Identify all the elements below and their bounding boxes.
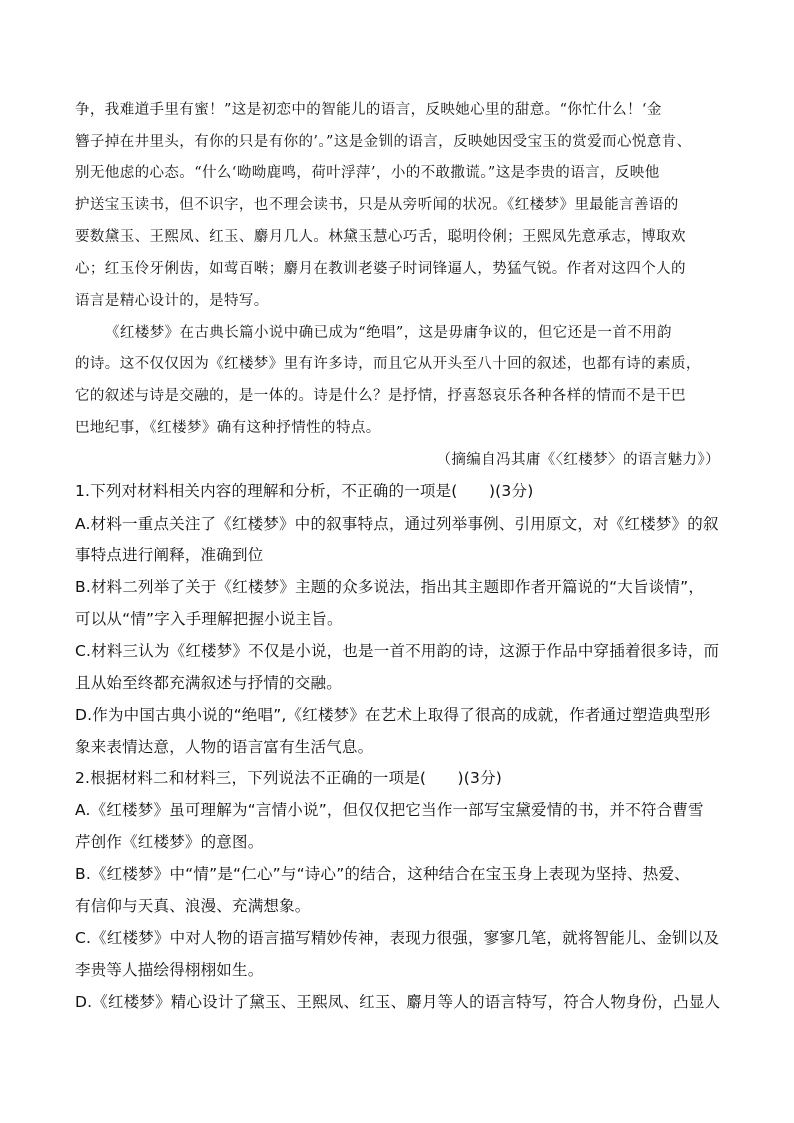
- question-1-stem: 1.下列对材料相关内容的理解和分析，不正确的一项是( )(3分): [75, 482, 534, 500]
- q2-option-c-cont: 李贵等人描绘得栩栩如生。: [75, 961, 264, 979]
- q2-option-a-cont: 芹创作《红楼梦》的意图。: [75, 833, 264, 851]
- q1-option-d-cont: 象来表情达意，人物的语言富有生活气息。: [75, 738, 374, 756]
- passage-line: 它的叙述与诗是交融的，是一体的。诗是什么？是抒情，抒喜怒哀乐各种各样的情而不是干巴: [75, 388, 686, 404]
- passage-line: 心；红玉伶牙俐齿，如莺百啭；麝月在教训老婆子时词锋逼人，势猛气锐。作者对这四个人的: [75, 261, 686, 277]
- passage-line: 的诗。这不仅仅因为《红楼梦》里有许多诗，而且它从开头至八十回的叙述，也都有诗的素质，: [75, 356, 701, 372]
- q1-option-c: C.材料三认为《红楼梦》不仅是小说，也是一首不用韵的诗，这源于作品中穿插着很多诗，而: [75, 642, 720, 660]
- question-2-stem: 2.根据材料二和材料三，下列说法不正确的一项是( )(3分): [75, 769, 503, 787]
- source-attribution: （摘编自冯其庸《〈红楼梦〉的语言魅力》）: [436, 452, 720, 468]
- passage-line: 语言是精心设计的，是特写。: [75, 293, 269, 309]
- q2-option-b-cont: 有信仰与天真、浪漫、充满想象。: [75, 897, 311, 915]
- q1-option-a: A.材料一重点关注了《红楼梦》中的叙事特点，通过列举事例、引用原文，对《红楼梦》的叙: [75, 515, 719, 533]
- passage-line: 护送宝玉读书，但不识字，也不理会读书，只是从旁听闻的状况。《红楼梦》里最能言善语的: [75, 197, 679, 213]
- passage-line: 要数黛玉、王熙凤、红玉、麝月几人。林黛玉慧心巧舌，聪明伶俐；王熙凤先意承志，博取欢: [75, 229, 686, 245]
- q1-option-c-cont: 且从始至终都充满叙述与抒情的交融。: [75, 674, 342, 692]
- q2-option-d: D.《红楼梦》精心设计了黛玉、王熙凤、红玉、麝月等人的语言特写，符合人物身份，凸显人: [75, 993, 721, 1011]
- q1-option-b: B.材料二列举了关于《红楼梦》主题的众多说法，指出其主题即作者开篇说的“大旨谈情”，: [75, 578, 705, 596]
- q2-option-c: C.《红楼梦》中对人物的语言描写精妙传神，表现力很强，寥寥几笔，就将智能儿、金钏以及: [75, 929, 720, 947]
- passage-line: 《红楼梦》在古典长篇小说中确已成为“绝唱”，这是毋庸争议的，但它还是一首不用韵: [105, 325, 672, 341]
- q2-option-a: A.《红楼梦》虽可理解为“言情小说”，但仅仅把它当作一部写宝黛爱情的书，并不符合曹雪: [75, 801, 704, 819]
- q1-option-d: D.作为中国古典小说的“绝唱”,《红楼梦》在艺术上取得了很高的成就，作者通过塑造典型形: [75, 706, 711, 724]
- q1-option-b-cont: 可以从“情”字入手理解把握小说主旨。: [75, 610, 343, 628]
- passage-line: 巴地纪事，《红楼梦》确有这种抒情性的特点。: [75, 420, 381, 436]
- q1-option-a-cont: 事特点进行阐释，准确到位: [75, 546, 264, 564]
- passage-line: 簪子掉在井里头，有你的只是有你的’。”这是金钏的语言，反映她因受宝玉的赏爱而心悦意肯、: [75, 134, 692, 150]
- q2-option-b: B.《红楼梦》中“情”是“仁心”与“诗心”的结合，这种结合在宝玉身上表现为坚持、热爱、: [75, 865, 690, 883]
- passage-line: 别无他虑的心态。“什么‘呦呦鹿鸣，荷叶浮萍’，小的不敢撒谎。”这是李贵的语言，反映他: [75, 165, 660, 181]
- passage-line: 争，我难道手里有蜜！”这是初恋中的智能儿的语言，反映她心里的甜意。“你忙什么！‘金: [75, 102, 662, 118]
